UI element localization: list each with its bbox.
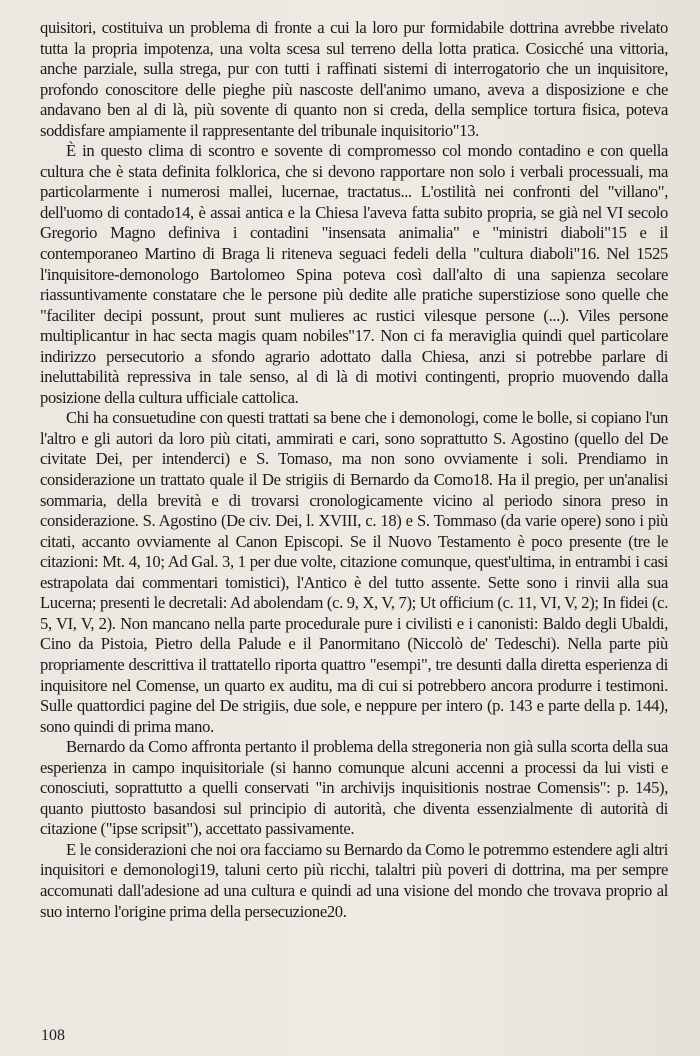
page-number: 108 bbox=[41, 1027, 65, 1044]
paragraph: È in questo clima di scontro e sovente di compromesso col mondo contadino e con quella cultura che è stata definita folklorica, che si devono rapportare non solo i verbali processuali, ma particolarmente i numerosi mallei, lucernae, tractatus... L'ostilità nei confronti del "villano", dell'uomo di contado14, è assai antica e la Chiesa l'aveva fatta subito propria, se già nel VI secolo Gregorio Magno definiva i contadini "insensata animalia" e "ministri diaboli"15 e il contemporaneo Martino di Braga li riteneva seguaci fedeli della "cultura diaboli"16. Nel 1525 l'inquisitore-demonologo Bartolomeo Spina poteva così dall'alto di una sapienza secolare riassuntivamente constatare che le persone più dedite alle pratiche superstiziose sono quelle che "faciliter decipi possunt, prout sunt mulieres ac rustici vilesque persone (...). Viles persone multiplicantur in hac secta magis quam nobiles"17. Non ci fa meraviglia quindi quel particolare indirizzo persecutorio a sfondo agrario adottato dalla Chiesa, anzi si potrebbe parlare di ineluttabilità repressiva in tale senso, al di là di motivi contingenti, proprio muovendo dalla posizione della cultura ufficiale cattolica. bbox=[40, 141, 668, 407]
body-text bbox=[40, 18, 668, 922]
paragraph: E le considerazioni che noi ora facciamo su Bernardo da Como le potremmo estendere agli altri inquisitori e demonologi19, taluni certo più ricchi, talaltri più poveri di dottrina, ma per sempre accomunati dall'adesione ad una cultura e quindi ad una visione del mondo che trovava proprio al suo interno l'origine prima della persecuzione20. bbox=[40, 839, 668, 921]
paragraph: Bernardo da Como affronta pertanto il problema della stregoneria non già sulla scorta della sua esperienza in campo inquisitoriale (si hanno comunque alcuni accenni a processi da lui visti e conosciuti, soprattutto a quelli conservati "in archivijs inquisitionis nostrae Comensis": p. 145), quanto piuttosto basandosi sul principio di autorità, che diventa essenzialmente di autorità di citazione ("ipse scripsit"), accettato passivamente. bbox=[40, 737, 668, 839]
paragraph-continued: quisitori, costituiva un problema di fronte a cui la loro pur formidabile dottrina avrebbe rivelato tutta la propria impotenza, una volta scesa sul terreno della lotta pratica. Cosicché una vittoria, anche parziale, sulla strega, pur con tutti i raffinati sistemi di interrogatorio che un inquisitore, profondo conoscitore delle pieghe più nascoste dell'animo umano, aveva a disposizione e che andavano ben al di là, più sovente di quanto non si creda, della semplice tortura fisica, poteva soddisfare ampiamente il rappresentante del tribunale inquisitorio"13. bbox=[40, 18, 668, 140]
paragraph: Chi ha consuetudine con questi trattati sa bene che i demonologi, come le bolle, si copiano l'un l'altro e gli autori da loro più citati, ammirati e cari, sono soprattutto S. Agostino (quello del De civitate Dei, per intenderci) e S. Tomaso, ma non sono ovviamente i soli. Prendiamo in considerazione un trattato quale il De strigiis di Bernardo da Como18. Ha il pregio, per un'analisi sommaria, della brevità e di trovarsi cronologicamente vicino al periodo sinora preso in considerazione. S. Agostino (De civ. Dei, l. XVIII, c. 18) e S. Tommaso (da varie opere) sono i più citati, accanto ovviamente al Canon Episcopi. Se il Nuovo Testamento è poco presente (tre le citazioni: Mt. 4, 10; Ad Gal. 3, 1 per due volte, citazione comunque, quest'ultima, in entrambi i casi estrapolata dai commentari tomistici), l'Antico è del tutto assente. Sette sono i rinvii alla sua Lucerna; presenti le decretali: Ad abolendam (c. 9, X, V, 7); Ut officium (c. 11, VI, V, 2); In fidei (c. 5, VI, V, 2). Non mancano nella parte procedurale pure i civilisti e i canonisti: Baldo degli Ubaldi, Cino da Pistoia, Pietro della Palude e il Panormitano (Niccolò de' Tedeschi). Nella parte più propriamente descrittiva il trattatello riporta quattro "esempi", tre desunti dalla diretta esperienza di inquisitore nel Comense, un quarto ex auditu, ma di cui si potrebbero ancora produrre i testimoni. Sulle quattordici pagine del De strigiis, due sole, e neppure per intero (p. 143 e parte della p. 144), sono quindi di prima mano. bbox=[40, 408, 668, 736]
